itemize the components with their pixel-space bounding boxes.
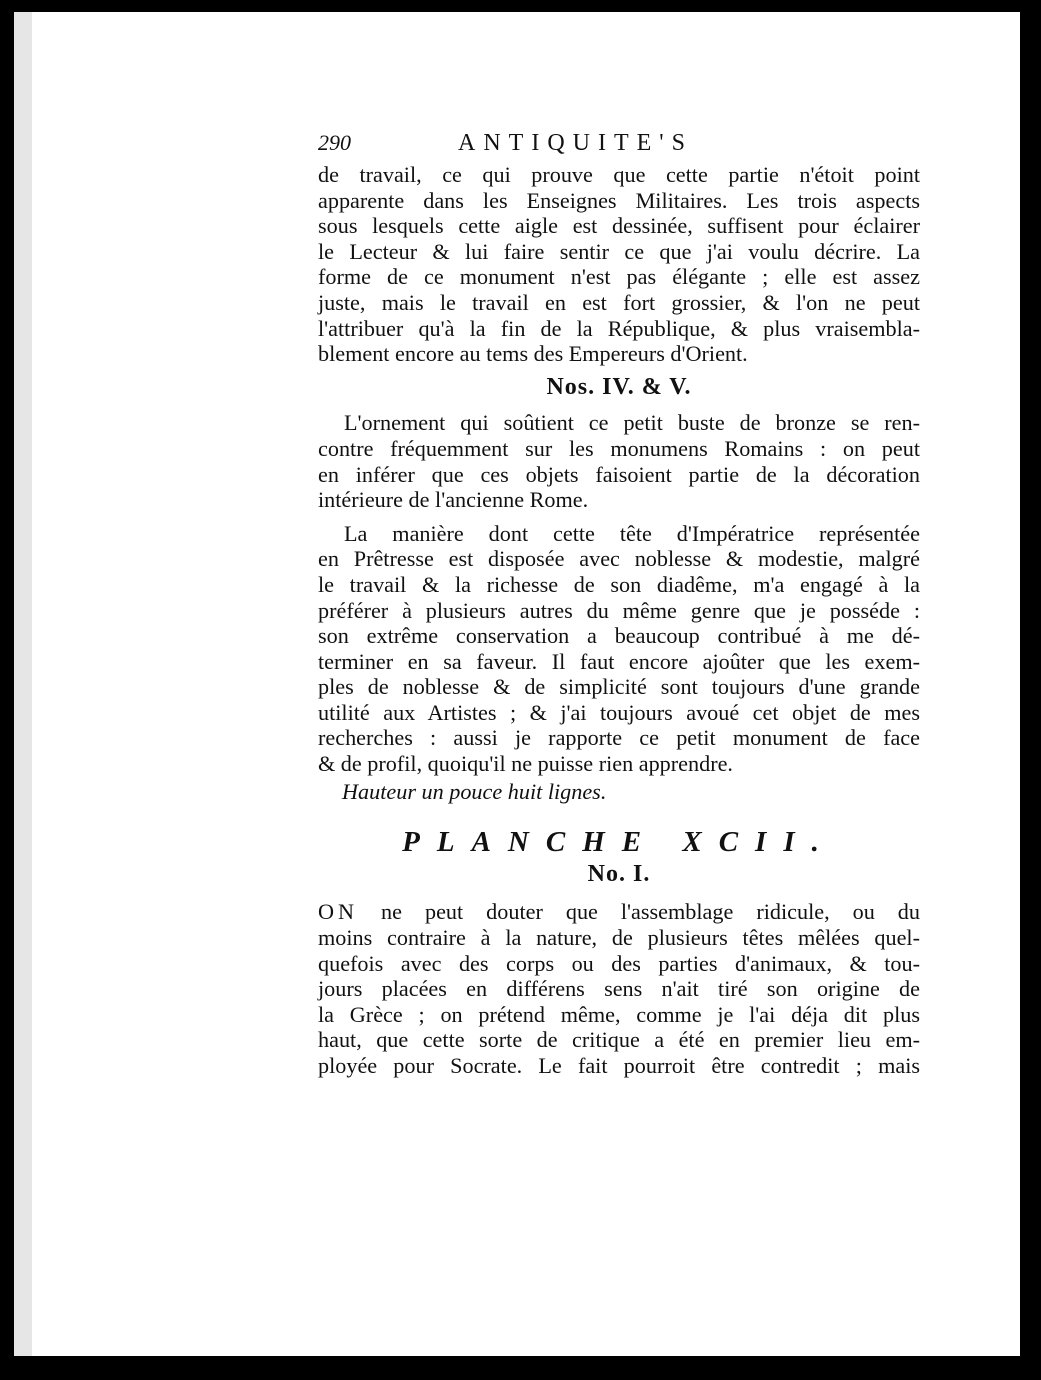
section2-paragraph-1: [318, 410, 920, 512]
text-line: recherches : aussi je rapporte ce petit monument de face: [318, 725, 920, 751]
text-line: préférer à plusieurs autres du même genre que je posséde :: [318, 597, 920, 623]
text-line: ples de noblesse & de simplicité sont toujours d'une grande: [318, 674, 920, 700]
text-line: terminer en sa faveur. Il faut encore ajoûter que les exem-: [318, 648, 920, 674]
text-line: blement encore au tems des Empereurs d'Orient.: [318, 341, 748, 367]
section2-paragraph-2: [318, 521, 920, 777]
text-line: forme de ce monument n'est pas élégante ; elle est assez: [318, 264, 920, 290]
section2-heading: Nos. IV. & V.: [546, 373, 692, 400]
first-line-text: ne peut douter que l'assemblage ridicule, ou du: [381, 899, 920, 925]
section1-paragraph: [318, 162, 920, 367]
text-line: le travail & la richesse de son diadême, m'a engagé à la: [318, 571, 920, 597]
plate-paragraph: [318, 899, 920, 1078]
plate-number: No. I.: [587, 860, 651, 887]
text-line: haut, que cette sorte de critique a été en premier lieu em-: [318, 1027, 920, 1053]
text-line: en inférer que ces objets faisoient partie de la décoration: [318, 461, 920, 487]
text-line: moins contraire à la nature, de plusieurs têtes mêlées quel-: [318, 925, 920, 951]
text-line: intérieure de l'ancienne Rome.: [318, 487, 589, 513]
text-line: & de profil, quoiqu'il ne puisse rien apprendre.: [318, 751, 733, 777]
text-line: L'ornement qui soûtient ce petit buste de bronze se ren-: [344, 410, 920, 436]
text-line: sous lesquels cette aigle est dessinée, suffisent pour éclairer: [318, 213, 920, 239]
text-line: apparente dans les Enseignes Militaires. Les trois aspects: [318, 187, 920, 213]
text-line: contre fréquemment sur les monumens Romains : on peut: [318, 435, 920, 461]
text-line: l'attribuer qu'à la fin de la République, & plus vraisembla-: [318, 315, 920, 341]
text-line: de travail, ce qui prouve que cette partie n'étoit point: [318, 162, 920, 187]
running-head: [318, 130, 920, 162]
text-line: ployée pour Socrate. Le fait pourroit être contredit ; mais: [318, 1053, 920, 1078]
text-line: La manière dont cette tête d'Impératrice représentée: [344, 520, 920, 546]
text-line-first: [318, 899, 920, 925]
page-text: [318, 130, 920, 1081]
text-line: le Lecteur & lui faire sentir ce que j'ai voulu décrire. La: [318, 238, 920, 264]
running-title: ANTIQUITE'S: [458, 130, 693, 156]
text-line: en Prêtresse est disposée avec noblesse & modestie, malgré: [318, 546, 920, 572]
text-line: la Grèce ; on prétend même, comme je l'ai déja dit plus: [318, 1001, 920, 1027]
text-line: jours placées en différens sens n'ait tiré son origine de: [318, 976, 920, 1002]
text-line: juste, mais le travail en est fort grossier, & l'on ne peut: [318, 289, 920, 315]
dimension-caption: Hauteur un pouce huit lignes.: [342, 778, 607, 804]
text-line: quefois avec des corps ou des parties d'animaux, & tou-: [318, 950, 920, 976]
drop-capital: ON: [318, 899, 359, 925]
text-line: utilité aux Artistes ; & j'ai toujours avoué cet objet de mes: [318, 699, 920, 725]
page-number: 290: [318, 130, 351, 155]
text-line: son extrême conservation a beaucoup contribué à me dé-: [318, 623, 920, 649]
plate-title: PLANCHE XCII.: [402, 826, 836, 859]
book-page: [14, 12, 1020, 1356]
